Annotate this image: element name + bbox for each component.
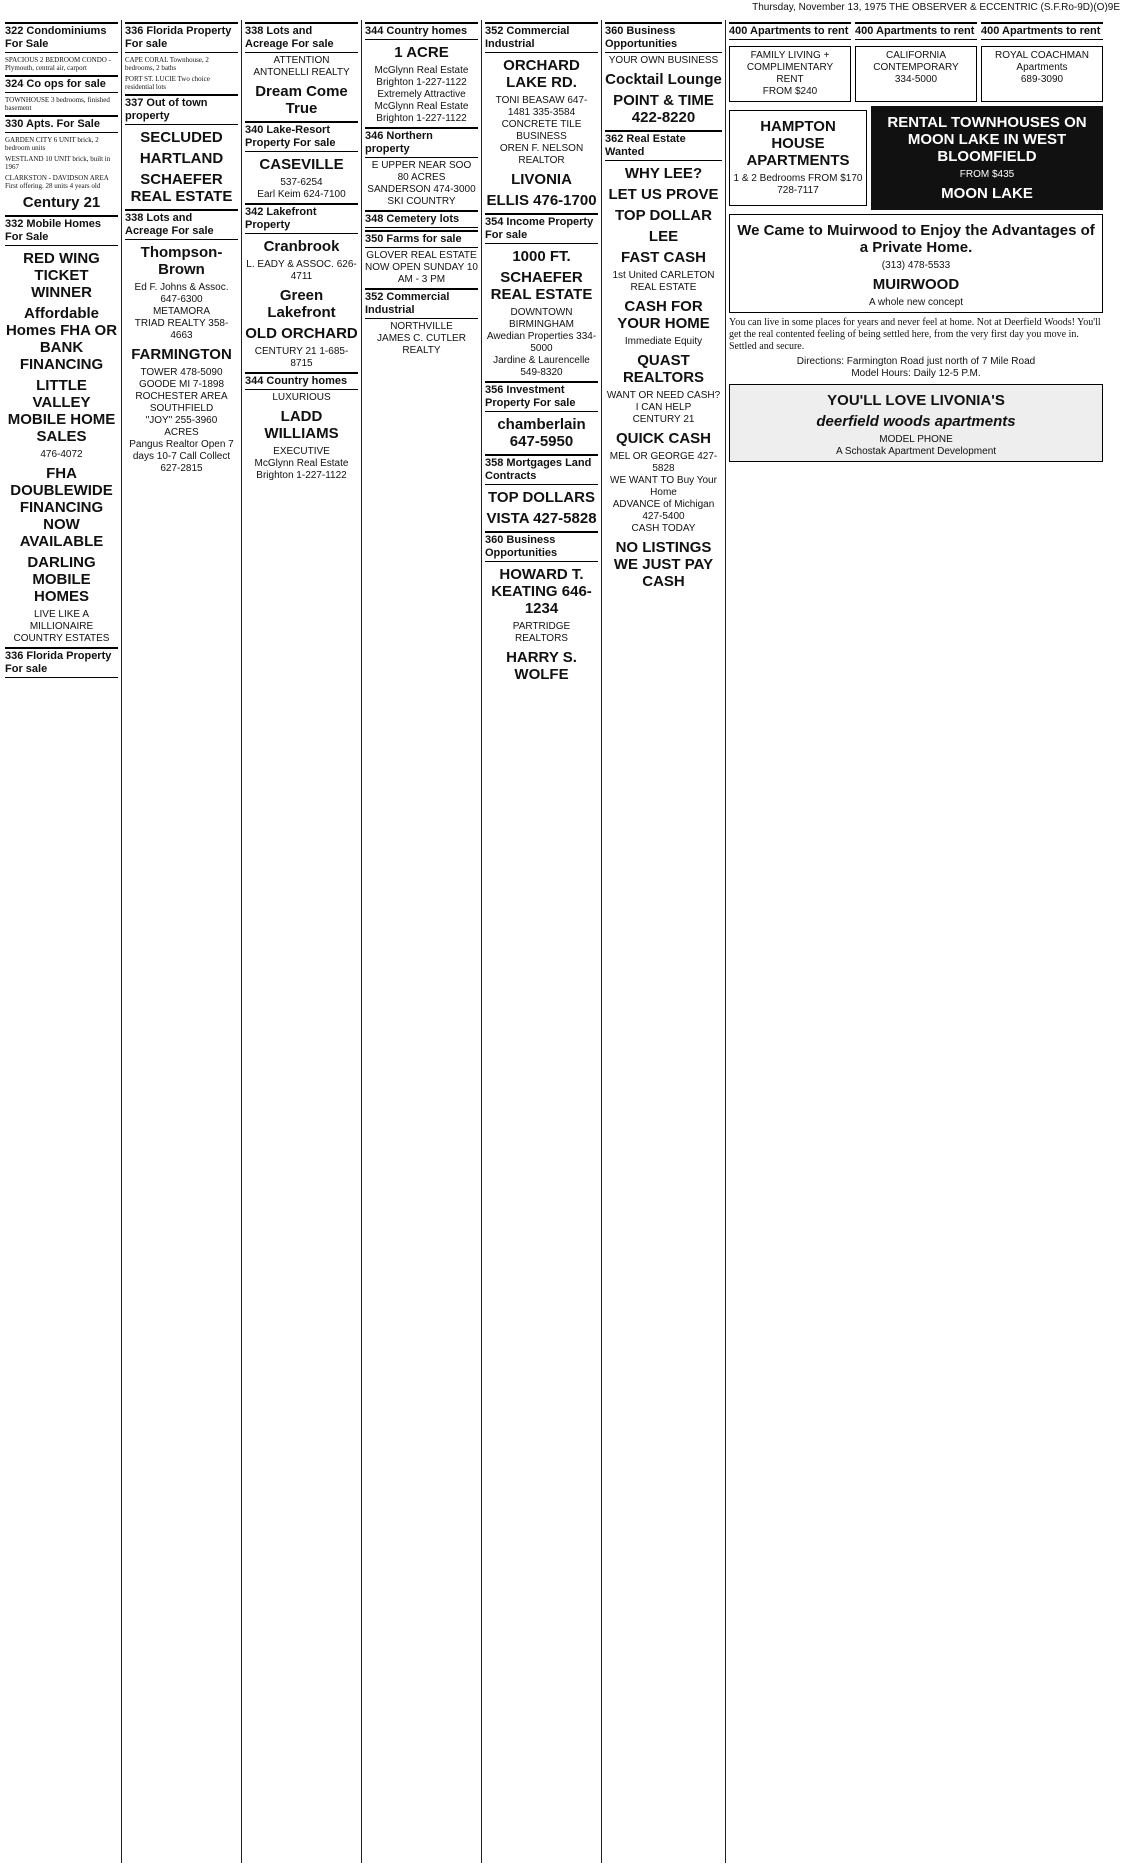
ad-title: Jardine & Laurencelle 549-8320 (493, 355, 590, 378)
ad-title: CASH TODAY (631, 523, 696, 534)
section-header: 352 Commercial Industrial (485, 22, 598, 53)
ad-title: SCHAEFER REAL ESTATE (490, 269, 593, 303)
royal-coachman-ad (981, 46, 1103, 102)
ad-title: TOP DOLLAR (615, 207, 712, 224)
ad-title: ANTONELLI REALTY (253, 67, 350, 78)
ad-title: ORCHARD LAKE RD. (503, 57, 580, 91)
ad-title: OLD ORCHARD (245, 325, 358, 342)
ad-title: McGlynn Real Estate Brighton 1-227-1122 (254, 458, 349, 481)
ad-title: GLOVER REAL ESTATE (366, 250, 477, 261)
ad-title: TOWER 478-5090 (140, 367, 223, 378)
ad-title: WE WANT TO Buy Your Home (610, 475, 717, 498)
ad-title: NOW OPEN SUNDAY 10 AM - 3 PM (365, 262, 478, 285)
ad-title: LIVONIA (511, 171, 572, 188)
ad-title: CASEVILLE (259, 156, 344, 173)
ad-title: TRIAD REALTY 358-4663 (134, 318, 229, 341)
ad-title: PARTRIDGE REALTORS (512, 621, 571, 644)
column-1 (2, 20, 122, 1863)
ad-title: Dream Come True (255, 83, 348, 117)
ad-title: FAMILY LIVING + COMPLIMENTARY RENT (746, 50, 834, 85)
ad-price: FROM $435 (959, 169, 1015, 180)
ad-title: Immediate Equity (624, 336, 703, 347)
ad-title: Extremely Attractive (377, 89, 466, 100)
ad-title: FAST CASH (620, 249, 706, 266)
ad-title: 1 ACRE (394, 44, 449, 61)
ad-title: SECLUDED (140, 129, 223, 146)
ad-title: ELLIS 476-1700 (486, 192, 597, 209)
ad-title: SCHAEFER REAL ESTATE (130, 171, 233, 205)
section-header: 338 Lots and Acreage For sale (125, 209, 238, 240)
column-2 (122, 20, 242, 1863)
ad-title: TONI BEASAW 647-1481 335-3584 (495, 95, 588, 118)
ad-title: 1st United CARLETON REAL ESTATE (612, 270, 715, 293)
ad-title: Earl Keim 624-7100 (257, 189, 346, 200)
ad-title: McGlynn Real Estate Brighton 1-227-1122 (374, 65, 469, 88)
ad-phone: 476-4072 (40, 449, 83, 460)
ad-price: 1 & 2 Bedrooms FROM $170 (733, 173, 863, 184)
ad-title: SOUTHFIELD (149, 403, 214, 414)
ad-title: ROYAL COACHMAN Apartments (995, 50, 1089, 73)
ad-title: HOWARD T. KEATING 646-1234 (491, 566, 592, 617)
ad-title: Awedian Properties 334-5000 (486, 331, 597, 354)
section-header: 344 Country homes (365, 22, 478, 40)
model-hours: Model Hours: Daily 12-5 P.M. (851, 368, 981, 379)
masthead: Thursday, November 13, 1975 THE OBSERVER & ECCENTRIC (S.F.Ro-9D)(O)9E (752, 2, 1120, 13)
hampton-house-ad (729, 110, 867, 206)
deerfield-woods-ad (729, 384, 1103, 462)
ad-title: Cocktail Lounge (605, 71, 722, 88)
hampton-row (729, 106, 1103, 210)
ad-title: ADVANCE of Michigan 427-5400 (612, 499, 715, 522)
ad-title: EXECUTIVE (273, 446, 330, 457)
ad-phone: 334-5000 (894, 74, 938, 85)
deerfield-copy: You can live in some places for years and never feel at home. Not at Deerfield Woods! You'll get the real contented feeling of being settled here, from the very first day you move in. Settled and secure. (729, 317, 1101, 352)
ad-tagline: YOU'LL LOVE LIVONIA'S (827, 392, 1005, 409)
ad-title: CENTURY 21 (632, 414, 695, 425)
ad-title: LIVE LIKE A MILLIONAIRE COUNTRY ESTATES (13, 609, 110, 644)
family-living-ad (729, 46, 851, 102)
ad-title: OREN F. NELSON REALTOR (499, 143, 584, 166)
apartments-row (729, 42, 1103, 106)
ad-title: Pangus Realtor Open 7 days 10-7 Call Collect 627-2815 (129, 439, 234, 474)
section-header: 354 Income Property For sale (485, 213, 598, 244)
ad-title: METAMORA (152, 306, 211, 317)
ad: CLARKSTON - DAVIDSON AREA First offering. 28 units 4 years old (5, 174, 109, 190)
section-header: 337 Out of town property (125, 94, 238, 125)
ad-title: NO LISTINGS WE JUST PAY CASH (613, 539, 714, 590)
section-header: 400 Apartments to rent (981, 22, 1103, 40)
ad-title: VISTA 427-5828 (486, 510, 597, 527)
apartments-header-row (729, 20, 1103, 42)
ad-title: WHY LEE? (624, 165, 703, 182)
ad: TOWNHOUSE 3 bedrooms, finished basement (5, 96, 110, 112)
ad-title: RED WING TICKET WINNER (23, 250, 100, 301)
ad-title: CALIFORNIA CONTEMPORARY (873, 50, 959, 73)
ad-title: RENTAL TOWNHOUSES ON MOON LAKE IN WEST BLOOMFIELD (887, 114, 1087, 165)
section-header: 356 Investment Property For sale (485, 381, 598, 412)
ad-title: WANT OR NEED CASH? (606, 390, 721, 401)
classified-grid (2, 20, 1126, 1863)
ad-phone: 728-7117 (777, 185, 819, 196)
ad: CAPE CORAL Townhouse, 2 bedrooms, 2 baths (125, 56, 209, 72)
ad-title: "JOY" 255-3960 (145, 415, 218, 426)
ad-title: Affordable Homes FHA OR BANK FINANCING (5, 305, 118, 373)
section-header: 352 Commercial Industrial (365, 288, 478, 319)
muirwood-ad (729, 214, 1103, 313)
section-header: 322 Condominiums For Sale (5, 22, 118, 53)
section-header: 330 Apts. For Sale (5, 115, 118, 133)
ad-title: MEL OR GEORGE 427-5828 (609, 451, 718, 474)
ad-title: 537-6254 (280, 177, 323, 188)
ad-logo: MUIRWOOD (872, 276, 960, 293)
ad-logo: MOON LAKE (941, 185, 1033, 202)
ad-title: GOODE MI 7-1898 (138, 379, 225, 390)
ad-logo: deerfield woods apartments (816, 413, 1016, 430)
ad: PORT ST. LUCIE Two choice residential lots (125, 75, 210, 91)
ad-title: LEE (648, 228, 679, 245)
ad-title: 1000 FT. (512, 248, 571, 265)
ad-title: DARLING MOBILE HOMES (27, 554, 96, 605)
section-header: 358 Mortgages Land Contracts (485, 454, 598, 485)
ad-title: Ed F. Johns & Assoc. 647-6300 (134, 282, 229, 305)
ad-title: YOUR OWN BUSINESS (608, 55, 719, 66)
ad-title: QUICK CASH (615, 430, 711, 447)
ad-title: DOWNTOWN BIRMINGHAM (509, 307, 574, 330)
ad: GARDEN CITY 6 UNIT brick, 2 bedroom units (5, 136, 99, 152)
ad-price: FROM $240 (762, 86, 818, 97)
section-header: 332 Mobile Homes For Sale (5, 215, 118, 246)
section-header: 338 Lots and Acreage For sale (245, 22, 358, 53)
section-header: 342 Lakefront Property (245, 203, 358, 234)
column-display-ads (726, 20, 1106, 1863)
ad-title: HARRY S. WOLFE (506, 649, 577, 683)
ad: SPACIOUS 2 BEDROOM CONDO - Plymouth, central air, carport (5, 56, 111, 72)
section-header: 346 Northern property (365, 127, 478, 158)
ad-title: FARMINGTON (131, 346, 232, 363)
section-header: 324 Co ops for sale (5, 75, 118, 93)
ad-title: LUXURIOUS (272, 392, 331, 403)
ad-title: CASH FOR YOUR HOME (617, 298, 710, 332)
ad: WESTLAND 10 UNIT brick, built in 1967 (5, 155, 111, 171)
ad-title: TOP DOLLARS (488, 489, 595, 506)
ad-title: Thompson-Brown (140, 244, 223, 278)
ad-title: L. EADY & ASSOC. 626-4711 (246, 259, 357, 282)
section-header: 362 Real Estate Wanted (605, 130, 722, 161)
ad-title: LITTLE VALLEY MOBILE HOME SALES (7, 377, 116, 445)
ad-title: HARTLAND (139, 150, 224, 167)
ad-title: Green Lakefront (267, 287, 336, 321)
ad-title: Cranbrook (263, 238, 340, 255)
ad-phone: (313) 478-5533 (881, 260, 951, 271)
ad-title: CENTURY 21 1-685-8715 (254, 346, 349, 369)
directions: Directions: Farmington Road just north of 7 Mile Road (796, 356, 1036, 367)
ad-title: SKI COUNTRY (387, 196, 456, 207)
section-header: 336 Florida Property For sale (125, 22, 238, 53)
section-header: 360 Business Opportunities (605, 22, 722, 53)
ad-phone: 689-3090 (1020, 74, 1064, 85)
ad-title: HAMPTON HOUSE APARTMENTS (746, 118, 850, 169)
ad-title: E UPPER NEAR SOO (371, 160, 472, 171)
ad-title: ACRES (164, 427, 199, 438)
column-5 (482, 20, 602, 1863)
ad-title: LET US PROVE (608, 186, 719, 203)
section-header: 336 Florida Property For sale (5, 647, 118, 678)
section-header: 360 Business Opportunities (485, 531, 598, 562)
california-ad (855, 46, 977, 102)
section-header: 400 Apartments to rent (729, 22, 851, 40)
ad-title: CONCRETE TILE BUSINESS (501, 119, 582, 142)
section-header: 350 Farms for sale (365, 230, 478, 248)
ad-credit: A Schostak Apartment Development (835, 446, 997, 457)
ad-title: McGlynn Real Estate Brighton 1-227-1122 (374, 101, 469, 124)
ad-title: ROCHESTER AREA (135, 391, 228, 402)
ad-title: NORTHVILLE (390, 321, 453, 332)
ad-title: 80 ACRES (397, 172, 446, 183)
ad-title: ATTENTION (273, 55, 330, 66)
section-header: 400 Apartments to rent (855, 22, 977, 40)
ad-title: JAMES C. CUTLER REALTY (377, 333, 466, 356)
column-4 (362, 20, 482, 1863)
ad-title: Century 21 (22, 194, 101, 211)
section-header: 344 Country homes (245, 372, 358, 390)
ad-title: chamberlain 647-5950 (497, 416, 586, 450)
ad-title: We Came to Muirwood to Enjoy the Advantages of a Private Home. (737, 222, 1095, 256)
section-header: 340 Lake-Resort Property For sale (245, 121, 358, 152)
ad-tagline: A whole new concept (869, 297, 963, 308)
column-6 (602, 20, 726, 1863)
ad-title: FHA DOUBLEWIDE FINANCING NOW AVAILABLE (10, 465, 113, 550)
ad-title: I CAN HELP (635, 402, 692, 413)
section-header: 348 Cemetery lots (365, 210, 478, 228)
ad-phone: MODEL PHONE (879, 434, 953, 445)
rental-townhouses-ad (871, 106, 1103, 210)
ad-title: SANDERSON 474-3000 (367, 184, 476, 195)
ad-title: POINT & TIME 422-8220 (613, 92, 714, 126)
ad-title: QUAST REALTORS (622, 352, 705, 386)
ad-title: LADD WILLIAMS (264, 408, 339, 442)
column-3 (242, 20, 362, 1863)
